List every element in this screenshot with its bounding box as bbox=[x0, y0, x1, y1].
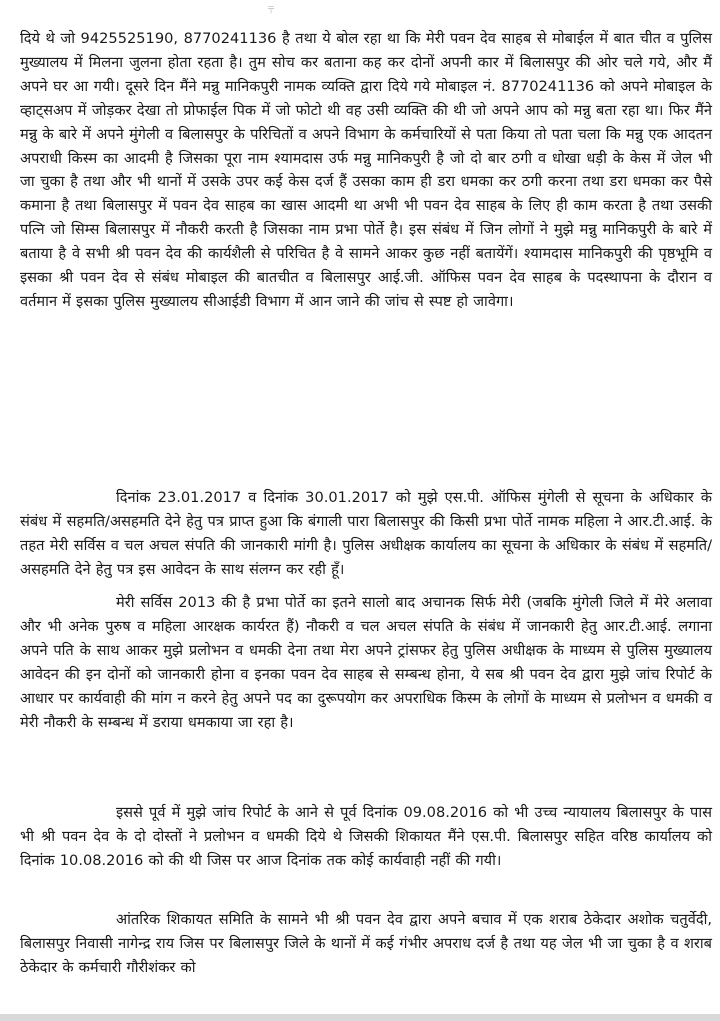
paragraph-rti-letter: दिनांक 23.01.2017 व दिनांक 30.01.2017 को मुझे एस.पी. ऑफिस मुंगेली से सूचना के अधिकार के संबंध में सहमति/असहमति देने हेतु पत्र प्राप्त हुआ कि बंगाली पारा बिलासपुर की किसी प्रभा पोर्ते नामक महिला ने आर.टी.आई. के तहत मेरी सर्विस व चल अचल संपति की जानकारी मांगी है। पुलिस अधीक्षक कार्यालय का सूचना के अधिकार के संबंध में सहमति/असहमति देने हेतु पत्र इस आवेदन के साथ संलग्न कर रही हूँ। bbox=[20, 489, 712, 578]
page-bottom-edge bbox=[0, 1014, 720, 1021]
paragraph-service-threat: मेरी सर्विस 2013 की है प्रभा पोर्ते का इतने सालो बाद अचानक सिर्फ मेरी (जबकि मुंगेली जिले में मेरे अलावा और भी अनेक पुरुष व महिला आरक्षक कार्यरत हैं) नौकरी व चल अचल संपति के संबंध में जानकारी हेतु आर.टी.आई. लगाना अपने पति के साथ आकर मुझे प्रलोभन व धमकी देना तथा मेरा अपने ट्रांसफर हेतु पुलिस अधीक्षक के माध्यम से पुलिस मुख्यालय आवेदन की इन दोनों को जानकारी होना व इनका पवन देव साहब से सम्बन्ध होना, ये सब श्री पवन देव द्वारा मुझे जांच रिपोर्ट के आधार पर कार्यवाही की मांग न करने हेतु अपने पद का दुरूपयोग कर अपराधिक किस्म के लोगों के माध्यम से प्रलोभन व धमकी व मेरी नौकरी के सम्बन्ध में डराया धमकाया जा रहा है। bbox=[20, 594, 712, 731]
paragraph-manu-background: दिये थे जो 9425525190, 8770241136 है तथा ये बोल रहा था कि मेरी पवन देव साहब से मोबाईल में बात चीत व पुलिस मुख्यालय में मिलना जुलना होता रहता है। तुम सोच कर बताना कह कर दोनों अपनी कार में बिलासपुर की ओर चले गये, और मैं अपने घर आ गयी। दूसरे दिन मैंने मन्नु मानिकपुरी नामक व्यक्ति द्वारा दिये गये मोबाइल नं. 8770241136 को अपने मोबाइल के व्हाट्सअप में जोड़कर देखा तो प्रोफाईल पिक में जो फोटो थी वह उसी व्यक्ति की थी जो अपने आप को मन्नु बता रहा था। फिर मैंने मन्नु के बारे में अपने मुंगेली व बिलासपुर के परिचितों व अपने विभाग के कर्मचारियों से पता किया तो पता चला कि मन्नु एक आदतन अपराधी किस्म का आदमी है जिसका पूरा नाम श्यामदास उर्फ मन्नु मानिकपुरी है जो दो बार ठगी व धोखा धड़ी के केस में जेल भी जा चुका है तथा और भी थानों में उसके उपर कई केस दर्ज हैं उसका काम ही डरा धमका कर ठगी करना तथा डरा धमका कर पैसे कमाना है तथा बिलासपुर में पवन देव साहब का खास आदमी था अभी भी पवन देव साहब के लिए ही काम करता है तथा उसकी पत्नि जो सिम्स बिलासपुर में नौकरी करती है जिसका नाम प्रभा पोर्ते है। इस संबंध में जिन लोगों ने मुझे मन्नु मानिकपुरी के बारे में बताया है वे सभी श्री पवन देव की कार्यशैली से परिचित है वे सामने आकर कुछ नहीं बतायेंगें। श्यामदास मानिकपुरी की पृष्ठभूमि व इसका श्री पवन देव से संबंध मोबाइल की बातचीत व बिलासपुर आई.जी. ऑफिस पवन देव साहब के पदस्थापना के दौरान व वर्तमान में इसका पुलिस मुख्यालय सीआईडी विभाग में आन जाने की जांच से स्पष्ट हो जावेगा। bbox=[20, 30, 713, 310]
paragraph-internal-committee: आंतरिक शिकायत समिति के सामने भी श्री पवन देव द्वारा अपने बचाव में एक शराब ठेकेदार अशोक चतुर्वेदी, बिलासपुर निवासी नागेन्द्र राय जिस पर बिलासपुर जिले के थानों में कई गंभीर अपराध दर्ज है तथा यह जेल भी जा चुका है व शराब ठेकेदार के कर्मचारी गौरीशंकर को bbox=[20, 911, 712, 976]
paragraph-high-court-incident: इससे पूर्व में मुझे जांच रिपोर्ट के आने से पूर्व दिनांक 09.08.2016 को भी उच्च न्यायालय बिलासपुर के पास भी श्री पवन देव के दो दोस्तों ने प्रलोभन व धमकी दिये थे जिसकी शिकायत मैंने एस.पी. बिलासपुर सहित वरिष्ठ कार्यालय को दिनांक 10.08.2016 को की थी जिस पर आज दिनांक तक कोई कार्यवाही नहीं की गयी। bbox=[20, 804, 712, 869]
scan-mark: ╤ bbox=[268, 3, 275, 14]
